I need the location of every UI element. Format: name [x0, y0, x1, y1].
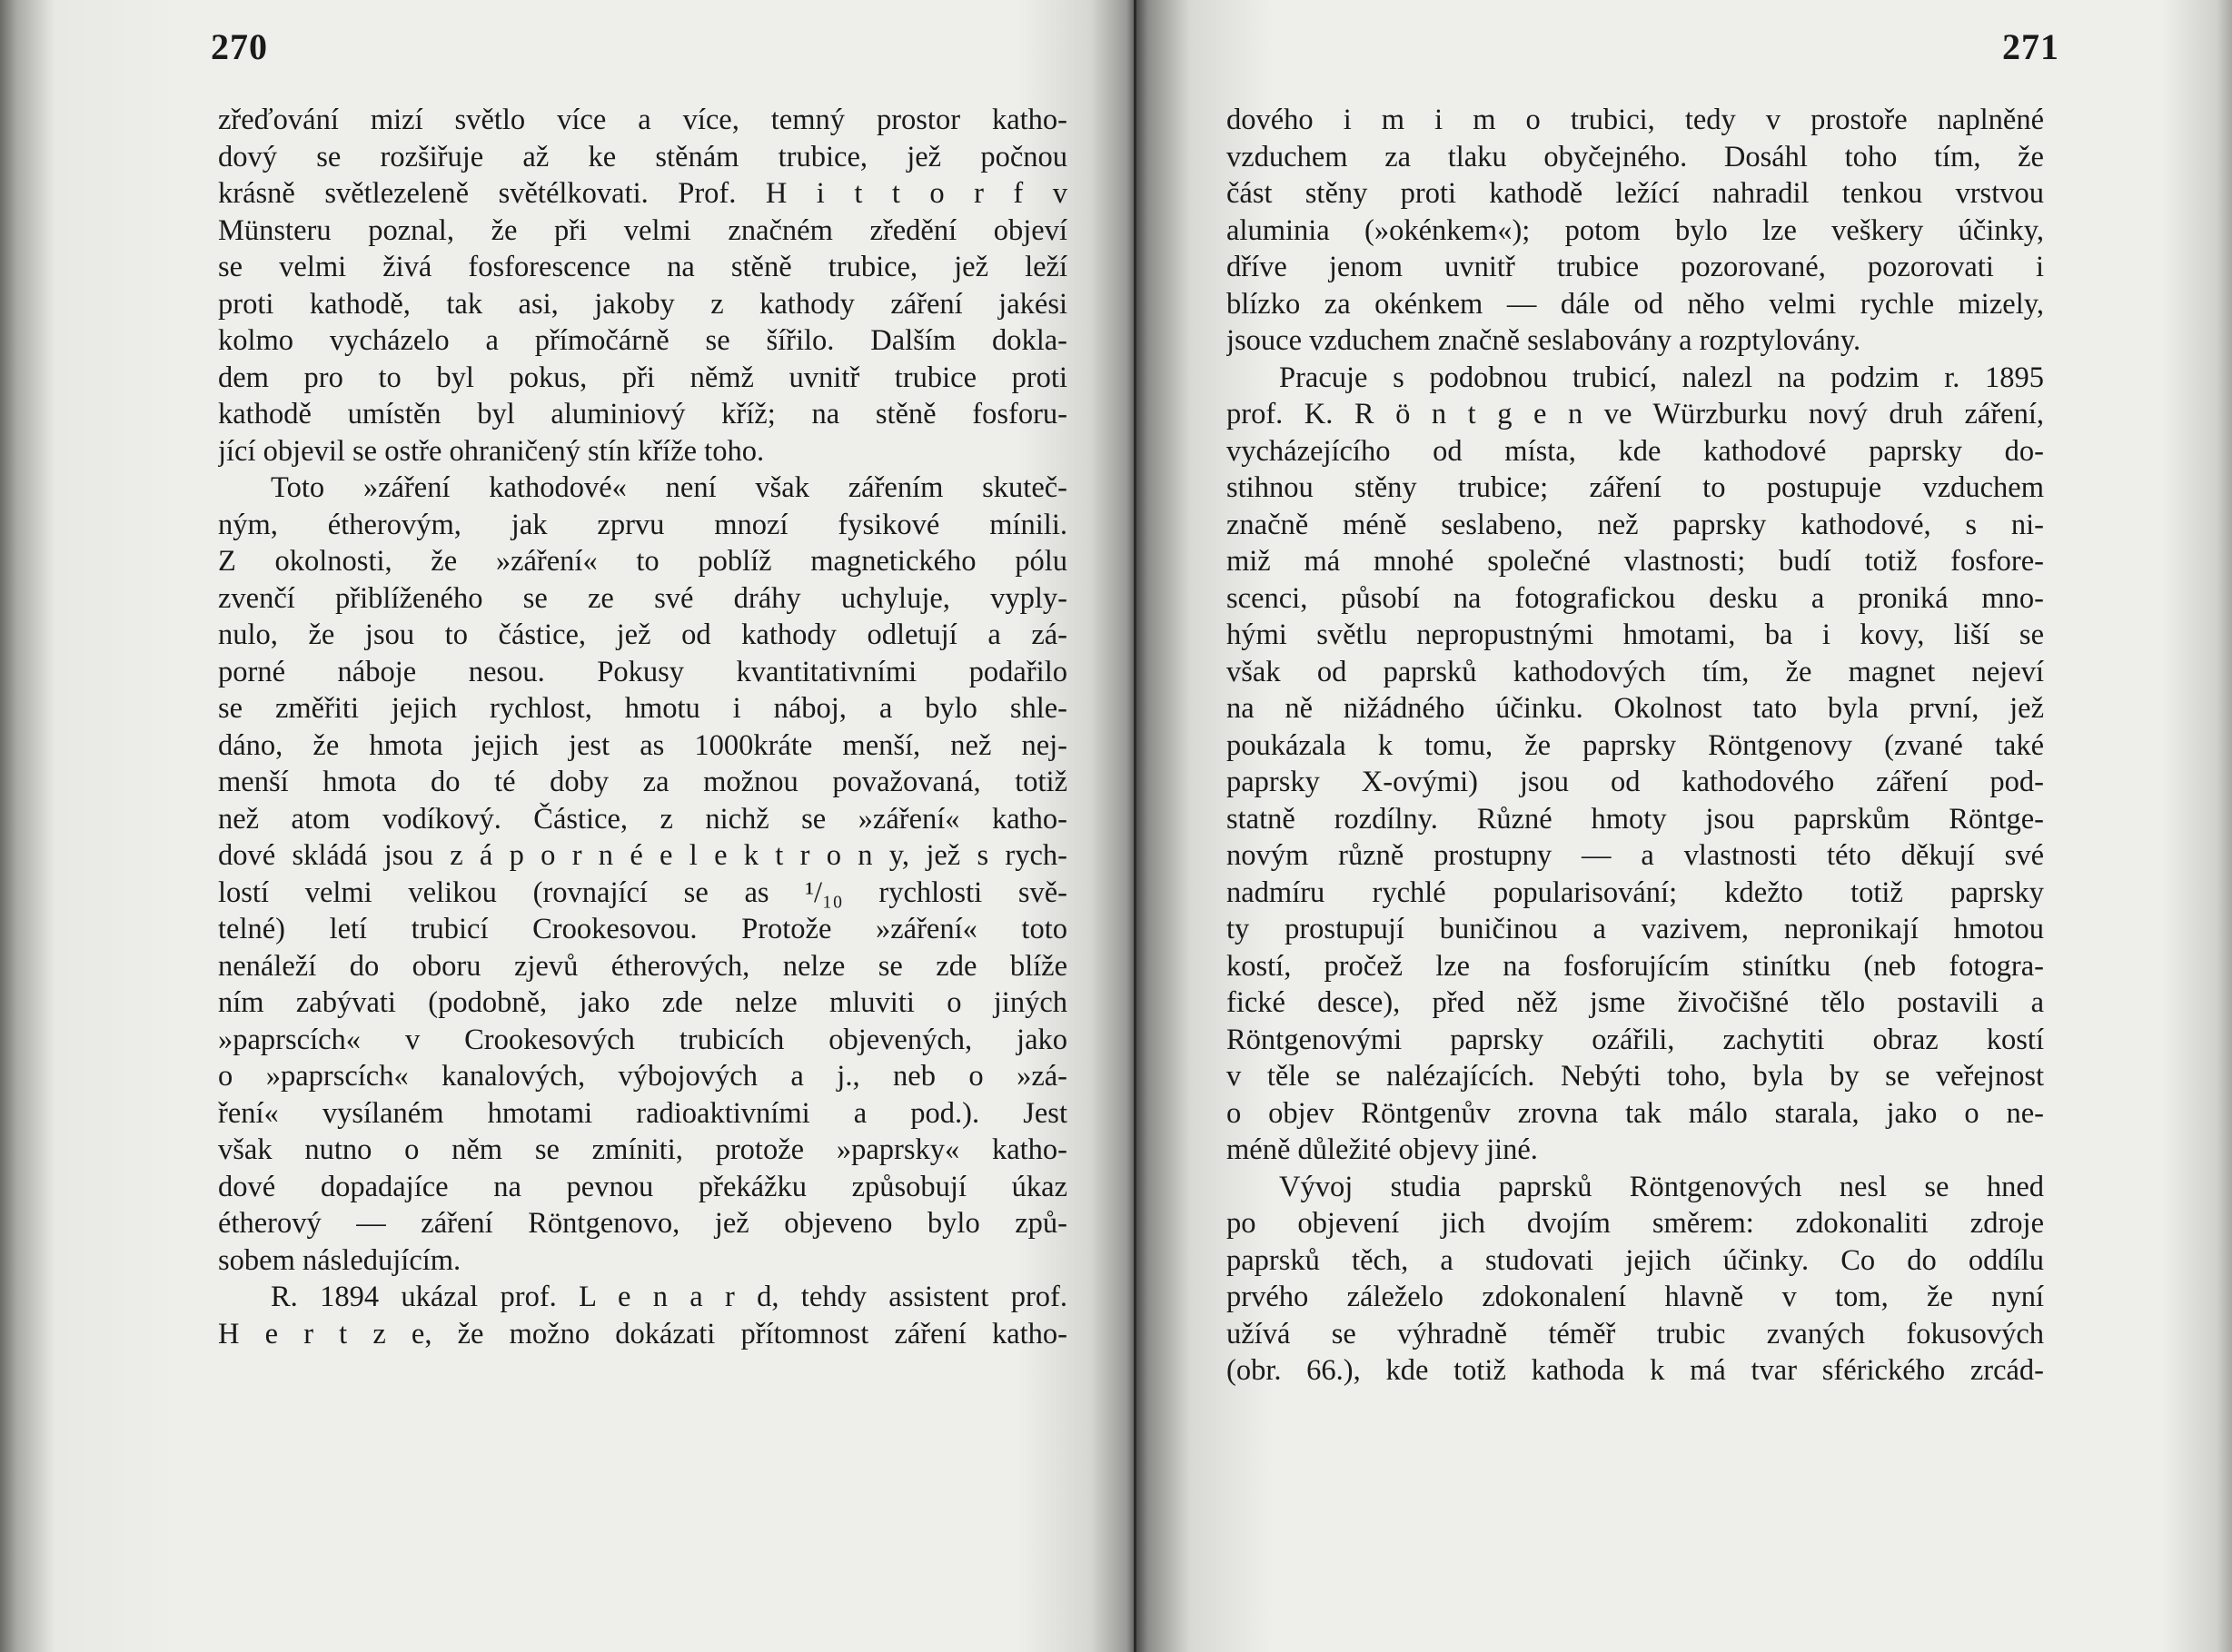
text-line: dříve jenom uvnitř trubice pozorované, pozorovati i: [1226, 251, 2044, 283]
text-line: stihnou stěny trubice; záření to postupuje vzduchem: [1226, 471, 2044, 504]
text-line: lostí velmi velikou (rovnající se as ¹/₁₀ rychlosti svě-: [218, 875, 1067, 909]
text-line: však nutno o něm se zmíniti, protože »paprsky« katho-: [218, 1133, 1067, 1166]
text-line: aluminia (»okénkem«); potom bylo lze veškery účinky,: [1226, 213, 2044, 247]
text-line: v těle se nalézajících. Nebýti toho, byla by se veřejnost: [1226, 1060, 2044, 1093]
text-line: hými světlu nepropustnými hmotami, ba i kovy, liší se: [1226, 618, 2044, 651]
text-line: zvenčí přiblíženého se ze své dráhy uchyluje, vyply-: [218, 581, 1067, 615]
text-line: paprsky X-ovými) jsou od kathodového záření pod-: [1226, 766, 2044, 798]
right-page-text: [1226, 102, 2044, 1390]
text-line: telné) letí trubicí Crookesovou. Protože »záření« toto: [218, 913, 1067, 945]
text-line: jsouce vzduchem značně seslabovány a rozptylovány.: [1226, 324, 1861, 357]
text-line: jící objevil se ostře ohraničený stín kříže toho.: [218, 434, 765, 468]
text-line: poukázala k tomu, že paprsky Röntgenovy (zvané také: [1226, 728, 2044, 762]
text-line: o objev Röntgenův zrovna tak málo starala, jako o ne-: [1226, 1096, 2044, 1130]
text-line: Röntgenovými paprsky ozářili, zachytiti obraz kostí: [1226, 1023, 2044, 1056]
text-line: dové skládá jsou z á p o r n é e l e k t r o n y, jež s rych-: [218, 839, 1067, 872]
page-number-right: 271: [2002, 26, 2059, 67]
text-line: však od paprsků kathodových tím, že magnet nejeví: [1226, 655, 2044, 688]
text-line: nenáleží do oboru zjevů étherových, nelze se zde blíže: [218, 949, 1067, 983]
text-line: kostí, pročež lze na fosforujícím stinítku (neb fotogra-: [1226, 949, 2044, 983]
text-line: prvého záleželo zdokonalení hlavně v tom, že nyní: [1226, 1281, 2044, 1313]
text-line: fické desce), před něž jsme živočišné tělo postavili a: [1226, 986, 2044, 1019]
page-number-left: 270: [211, 26, 268, 67]
text-line: kathodě umístěn byl aluminiový kříž; na stěně fosforu-: [218, 398, 1067, 430]
text-line: Toto »záření kathodové« není však zářením skuteč-: [271, 471, 1067, 504]
text-line: (obr. 66.), kde totiž kathoda k má tvar sférického zrcád-: [1226, 1354, 2044, 1387]
text-line: nulo, že jsou to částice, jež od kathody odletují a zá-: [218, 618, 1067, 651]
text-line: H e r t z e, že možno dokázati přítomnost záření katho-: [218, 1317, 1067, 1350]
text-line: ty prostupují buničinou a vazivem, nepronikají hmotou: [1226, 913, 2044, 945]
text-line: blízko za okénkem — dále od něho velmi rychle mizely,: [1226, 287, 2044, 321]
text-line: ření« vysílaném hmotami radioaktivními a pod.). Jest: [218, 1096, 1067, 1130]
text-line: zřeďování mizí světlo více a více, temný prostor katho-: [218, 104, 1067, 136]
text-line: porné náboje nesou. Pokusy kvantitativními podařilo: [218, 655, 1067, 688]
text-line: scenci, působí na fotografickou desku a proniká mno-: [1226, 581, 2044, 615]
text-line: proti kathodě, tak asi, jakoby z kathody záření jakési: [218, 287, 1067, 321]
text-line: značně méně seslabeno, než paprsky kathodové, s ni-: [1226, 508, 2044, 541]
text-line: dové dopadajíce na pevnou překážku způsobují úkaz: [218, 1170, 1067, 1203]
gutter: [1134, 0, 1136, 1652]
text-line: miž má mnohé společné vlastnosti; budí totiž fosfore-: [1226, 545, 2044, 578]
text-line: dem pro to byl pokus, při němž uvnitř trubice proti: [218, 361, 1067, 394]
text-line: sobem následujícím.: [218, 1243, 461, 1277]
text-line: se velmi živá fosforescence na stěně trubice, jež leží: [218, 251, 1067, 283]
text-line: »paprscích« v Crookesových trubicích objevených, jako: [218, 1023, 1067, 1056]
text-line: novým různě prostupny — a vlastnosti této děkují své: [1226, 839, 2044, 872]
text-line: než atom vodíkový. Částice, z nichž se »záření« katho-: [218, 802, 1067, 836]
text-line: na ně nižádného účinku. Okolnost tato byla první, jež: [1226, 692, 2044, 725]
text-line: statně rozdílny. Různé hmoty jsou paprskům Röntge-: [1226, 802, 2044, 836]
text-line: užívá se výhradně téměř trubic zvaných fokusových: [1226, 1317, 2044, 1350]
text-line: o »paprscích« kanalových, výbojových a j., neb o »zá-: [218, 1060, 1067, 1093]
text-line: étherový — záření Röntgenovo, jež objeveno bylo způ-: [218, 1207, 1067, 1240]
text-line: R. 1894 ukázal prof. L e n a r d, tehdy assistent prof.: [271, 1281, 1067, 1313]
text-line: dového i m i m o trubici, tedy v prostoře naplněné: [1226, 104, 2044, 136]
text-line: prof. K. R ö n t g e n ve Würzburku nový druh záření,: [1226, 398, 2044, 430]
text-line: nadmíru rychlé popularisování; kdežto totiž paprsky: [1226, 875, 2044, 909]
text-line: Münsteru poznal, že při velmi značném zředění objeví: [218, 213, 1067, 247]
text-line: menší hmota do té doby za možnou považovaná, totiž: [218, 766, 1067, 798]
text-line: ním zabývati (podobně, jako zde nelze mluviti o jiných: [218, 986, 1067, 1019]
right-page: [1136, 0, 2232, 1652]
text-line: se změřiti jejich rychlost, hmotu i náboj, a bylo shle-: [218, 692, 1067, 725]
text-line: vycházejícího od místa, kde kathodové paprsky do-: [1226, 434, 2044, 468]
text-line: část stěny proti kathodě ležící nahradil tenkou vrstvou: [1226, 177, 2044, 210]
left-page-text: [218, 102, 1067, 1352]
text-line: vzduchem za tlaku obyčejného. Dosáhl toho tím, že: [1226, 140, 2044, 173]
text-line: kolmo vycházelo a přímočárně se šířilo. Dalším dokla-: [218, 324, 1067, 357]
text-line: dáno, že hmota jejich jest as 1000kráte menší, než nej-: [218, 728, 1067, 762]
text-line: krásně světlezeleně světélkovati. Prof. H i t t o r f v: [218, 177, 1067, 210]
text-line: ným, étherovým, jak zprvu mnozí fysikové mínili.: [218, 508, 1067, 541]
text-line: Vývoj studia paprsků Röntgenových nesl se hned: [1279, 1170, 2044, 1203]
text-line: dový se rozšiřuje až ke stěnám trubice, jež počnou: [218, 140, 1067, 173]
text-line: Z okolnosti, že »záření« to poblíž magnetického pólu: [218, 545, 1067, 578]
text-line: Pracuje s podobnou trubicí, nalezl na podzim r. 1895: [1279, 361, 2044, 394]
text-line: paprsků těch, a studovati jejich účinky. Co do oddílu: [1226, 1243, 2044, 1277]
text-line: méně důležité objevy jiné.: [1226, 1133, 1538, 1166]
text-line: po objevení jich dvojím směrem: zdokonaliti zdroje: [1226, 1207, 2044, 1240]
